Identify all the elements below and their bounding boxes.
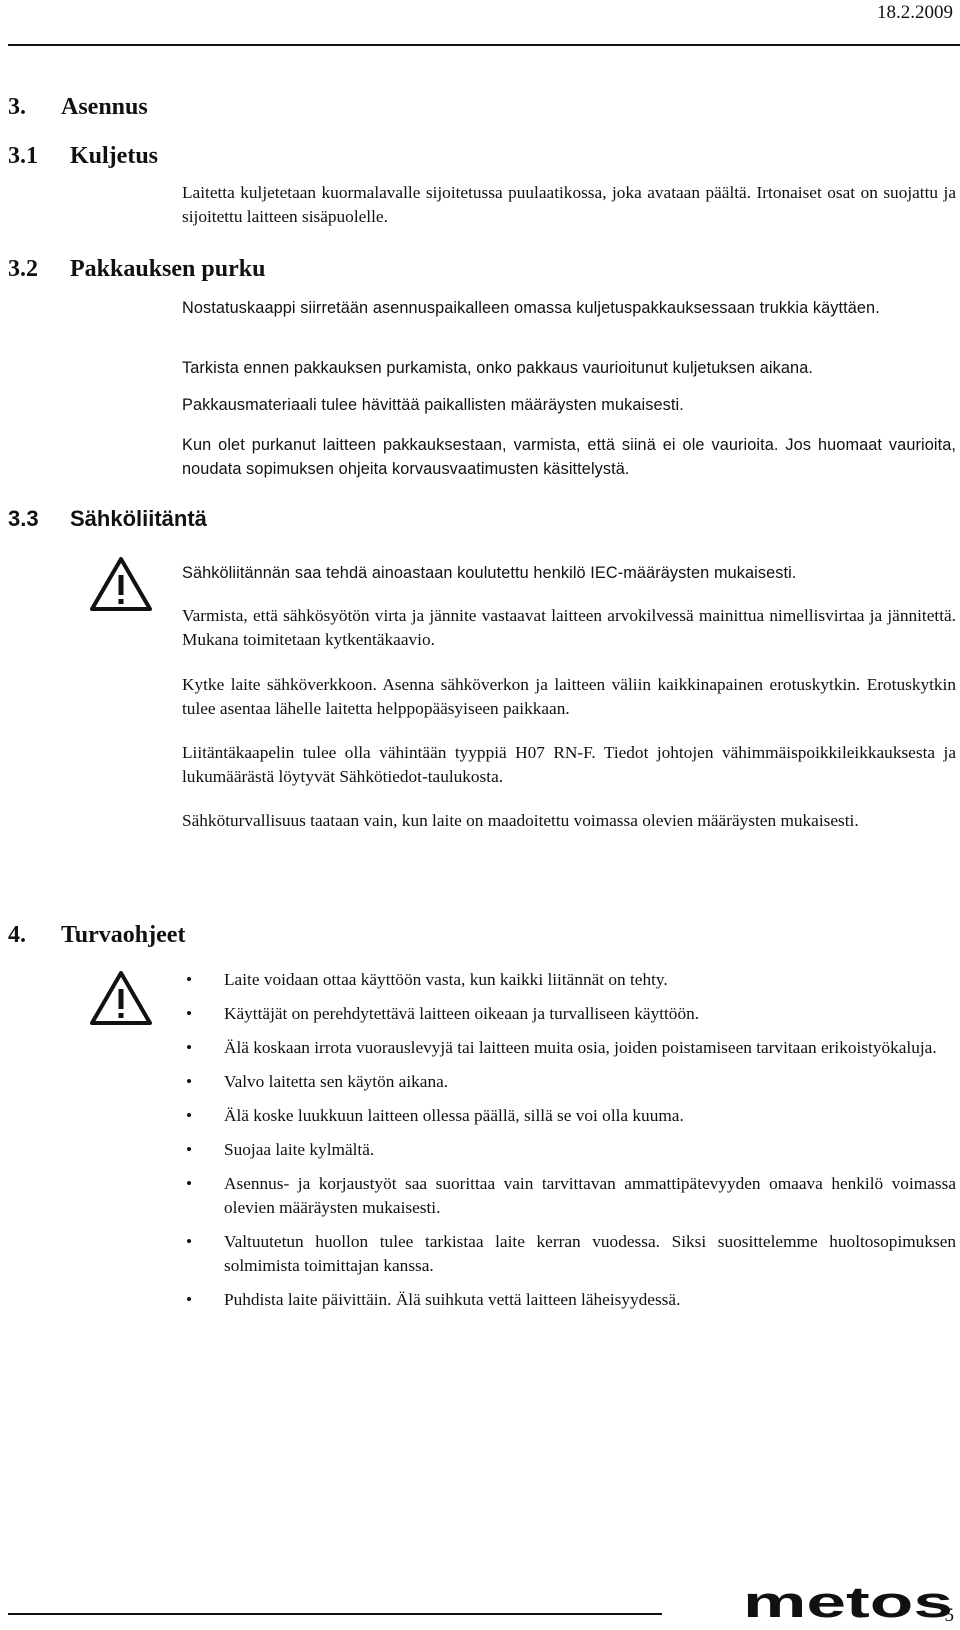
- bullet: •: [185, 1174, 193, 1193]
- purku-paragraph-2: Tarkista ennen pakkauksen purkamista, onko pakkaus vaurioitunut kuljetuksen aikana.: [182, 359, 813, 377]
- kuljetus-paragraph: Laitetta kuljetetaan kuormalavalle sijoitetussa puulaatikossa, joka avataan päältä. Irtonaiset osat on suojattu ja sijoitettu laitteen sisäpuolelle.: [182, 183, 956, 226]
- list-item: • Asennus- ja korjaustyöt saa suorittaa vain tarvittavan ammattipätevyyden omaava henkilö voimassa olevien määräysten mukaisesti.: [182, 1172, 956, 1220]
- heading-3-3: [8, 504, 207, 534]
- bullet: •: [185, 1232, 193, 1251]
- heading-3-2: [8, 254, 265, 284]
- heading-3-1-number: 3.1: [8, 143, 38, 169]
- bullet: •: [185, 970, 193, 989]
- heading-4-number: 4.: [8, 922, 26, 948]
- list-item: • Valtuutetun huollon tulee tarkistaa laite kerran vuodessa. Siksi suosittelemme huoltosopimuksen solmimista toimittajan kanssa.: [182, 1230, 956, 1278]
- header-date: 18.2.2009: [877, 2, 953, 23]
- heading-3-1-title: Kuljetus: [70, 143, 159, 169]
- warning-triangle-icon: [89, 970, 153, 1026]
- heading-3-3-title: Sähköliitäntä: [70, 506, 207, 531]
- heading-3-title: Asennus: [61, 94, 148, 120]
- bullet: •: [185, 1106, 193, 1125]
- bullet: •: [185, 1072, 193, 1091]
- sahko-paragraph-2: Varmista, että sähkösyötön virta ja jännite vastaavat laitteen arvokilvessä mainittua nimellisvirtaa ja jännitettä. Mukana toimitetaan kytkentäkaavio.: [182, 606, 956, 649]
- list-item: • Laite voidaan ottaa käyttöön vasta, kun kaikki liitännät on tehty.: [182, 968, 956, 992]
- heading-3-2-number: 3.2: [8, 256, 38, 282]
- heading-3-2-title: Pakkauksen purku: [70, 256, 266, 282]
- heading-3-3-number: 3.3: [8, 506, 39, 531]
- purku-paragraph-1: Nostatuskaappi siirretään asennuspaikalleen omassa kuljetuspakkauksessaan trukkia käyttäen.: [182, 299, 880, 317]
- list-item: • Valvo laitetta sen käytön aikana.: [182, 1070, 956, 1094]
- purku-paragraph-4: Kun olet purkanut laitteen pakkauksestaan, varmista, että siinä ei ole vaurioita. Jos huomaat vaurioita, noudata sopimuksen ohjeita korvausvaatimusten käsittelystä.: [182, 436, 956, 478]
- heading-4: [8, 920, 185, 950]
- metos-logo: [743, 1583, 957, 1623]
- bullet: •: [185, 1140, 193, 1159]
- bullet: •: [185, 1038, 193, 1057]
- bullet: •: [185, 1290, 193, 1309]
- list-item: • Suojaa laite kylmältä.: [182, 1138, 956, 1162]
- bullet: •: [185, 1004, 193, 1023]
- sahko-paragraph-3: Kytke laite sähköverkkoon. Asenna sähköverkon ja laitteen väliin kaikkinapainen erotuskytkin. Erotuskytkin tulee asentaa lähelle laitetta helppopääsyiseen paikkaan.: [182, 675, 956, 718]
- list-item: • Puhdista laite päivittäin. Älä suihkuta vettä laitteen läheisyydessä.: [182, 1288, 956, 1312]
- heading-4-title: Turvaohjeet: [61, 922, 186, 948]
- header-rule: [8, 44, 960, 46]
- safety-list: [182, 968, 956, 1322]
- heading-3-number: 3.: [8, 94, 26, 120]
- sahko-paragraph-1: Sähköliitännän saa tehdä ainoastaan koulutettu henkilö IEC-määräysten mukaisesti.: [182, 564, 797, 582]
- list-item: • Älä koskaan irrota vuorauslevyjä tai laitteen muita osia, joiden poistamiseen tarvitaan erikoistyökaluja.: [182, 1036, 956, 1060]
- sahko-paragraph-4: Liitäntäkaapelin tulee olla vähintään tyyppiä H07 RN-F. Tiedot johtojen vähimmäispoikkileikkauksesta ja lukumäärästä löytyvät Sähkötiedot-taulukosta.: [182, 743, 956, 786]
- warning-triangle-icon: [89, 556, 153, 612]
- purku-paragraph-3: Pakkausmateriaali tulee hävittää paikallisten määräysten mukaisesti.: [182, 396, 684, 414]
- footer-rule: [8, 1613, 662, 1615]
- heading-3: [8, 92, 148, 122]
- list-item: • Älä koske luukkuun laitteen ollessa päällä, sillä se voi olla kuuma.: [182, 1104, 956, 1128]
- heading-3-1: [8, 141, 158, 171]
- sahko-paragraph-5: Sähköturvallisuus taataan vain, kun laite on maadoitettu voimassa olevien määräysten mukaisesti.: [182, 811, 859, 830]
- page-number: 5: [944, 1605, 954, 1626]
- svg-text:metos: metos: [743, 1583, 953, 1623]
- list-item: • Käyttäjät on perehdytettävä laitteen oikeaan ja turvalliseen käyttöön.: [182, 1002, 956, 1026]
